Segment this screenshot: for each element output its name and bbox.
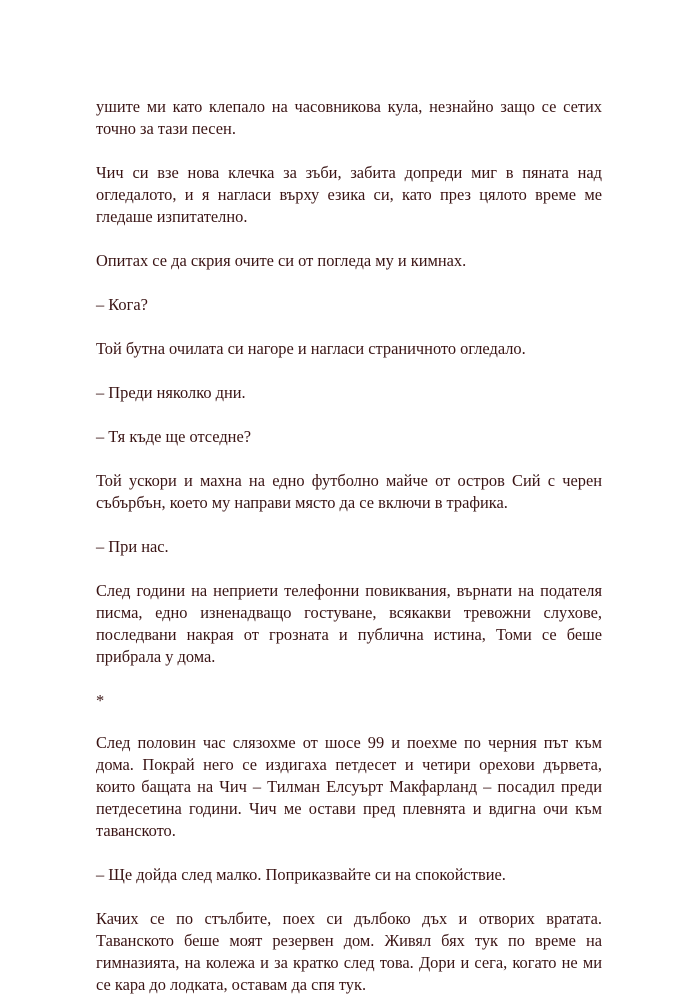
paragraph: Опитах се да скрия очите си от погледа му и кимнах. — [96, 251, 467, 270]
dialogue-line: – Тя къде ще отседне? — [96, 427, 251, 446]
paragraph: Чич си взе нова клечка за зъби, забита допреди миг в пяната над огледалото, и я нагласи върху езика си, като през цялото време ме гледаше изпитателно. — [96, 163, 602, 226]
section-separator: * — [96, 691, 105, 710]
body-text — [96, 96, 602, 996]
dialogue-line: – Кога? — [96, 295, 148, 314]
paragraph: ушите ми като клепало на часовникова кула, незнайно защо се сетих точно за тази песен. — [96, 97, 602, 138]
paragraph: След години на неприети телефонни повиквания, върнати на подателя писма, едно изненадващо гостуване, всякакви тревожни слухове, последвани накрая от грозната и публична истина, Томи се беше прибрала у дома. — [96, 581, 602, 666]
dialogue-line: – Ще дойда след малко. Поприказвайте си на спокойствие. — [96, 865, 506, 884]
paragraph: След половин час слязохме от шосе 99 и поехме по черния път към дома. Покрай него се издигаха петдесет и четири орехови дървета, които бащата на Чич – Тилман Елсуърт Макфарланд – посадил преди петдесетина години. Чич ме остави пред плевнята и вдигна очи към таванското. — [96, 733, 602, 840]
paragraph: Той ускори и махна на едно футболно майче от остров Сий с черен събърбън, което му направи място да се включи в трафика. — [96, 471, 602, 512]
dialogue-line: – При нас. — [96, 537, 169, 556]
paragraph: Качих се по стълбите, поех си дълбоко дъх и отворих вратата. Таванското беше моят резервен дом. Живял бях тук по време на гимназията, на колежа и за кратко след това. Дори и сега, когато не ми се кара до лодката, оставам да спя тук. — [96, 909, 602, 994]
paragraph: Той бутна очилата си нагоре и нагласи страничното огледало. — [96, 339, 526, 358]
dialogue-line: – Преди няколко дни. — [96, 383, 246, 402]
